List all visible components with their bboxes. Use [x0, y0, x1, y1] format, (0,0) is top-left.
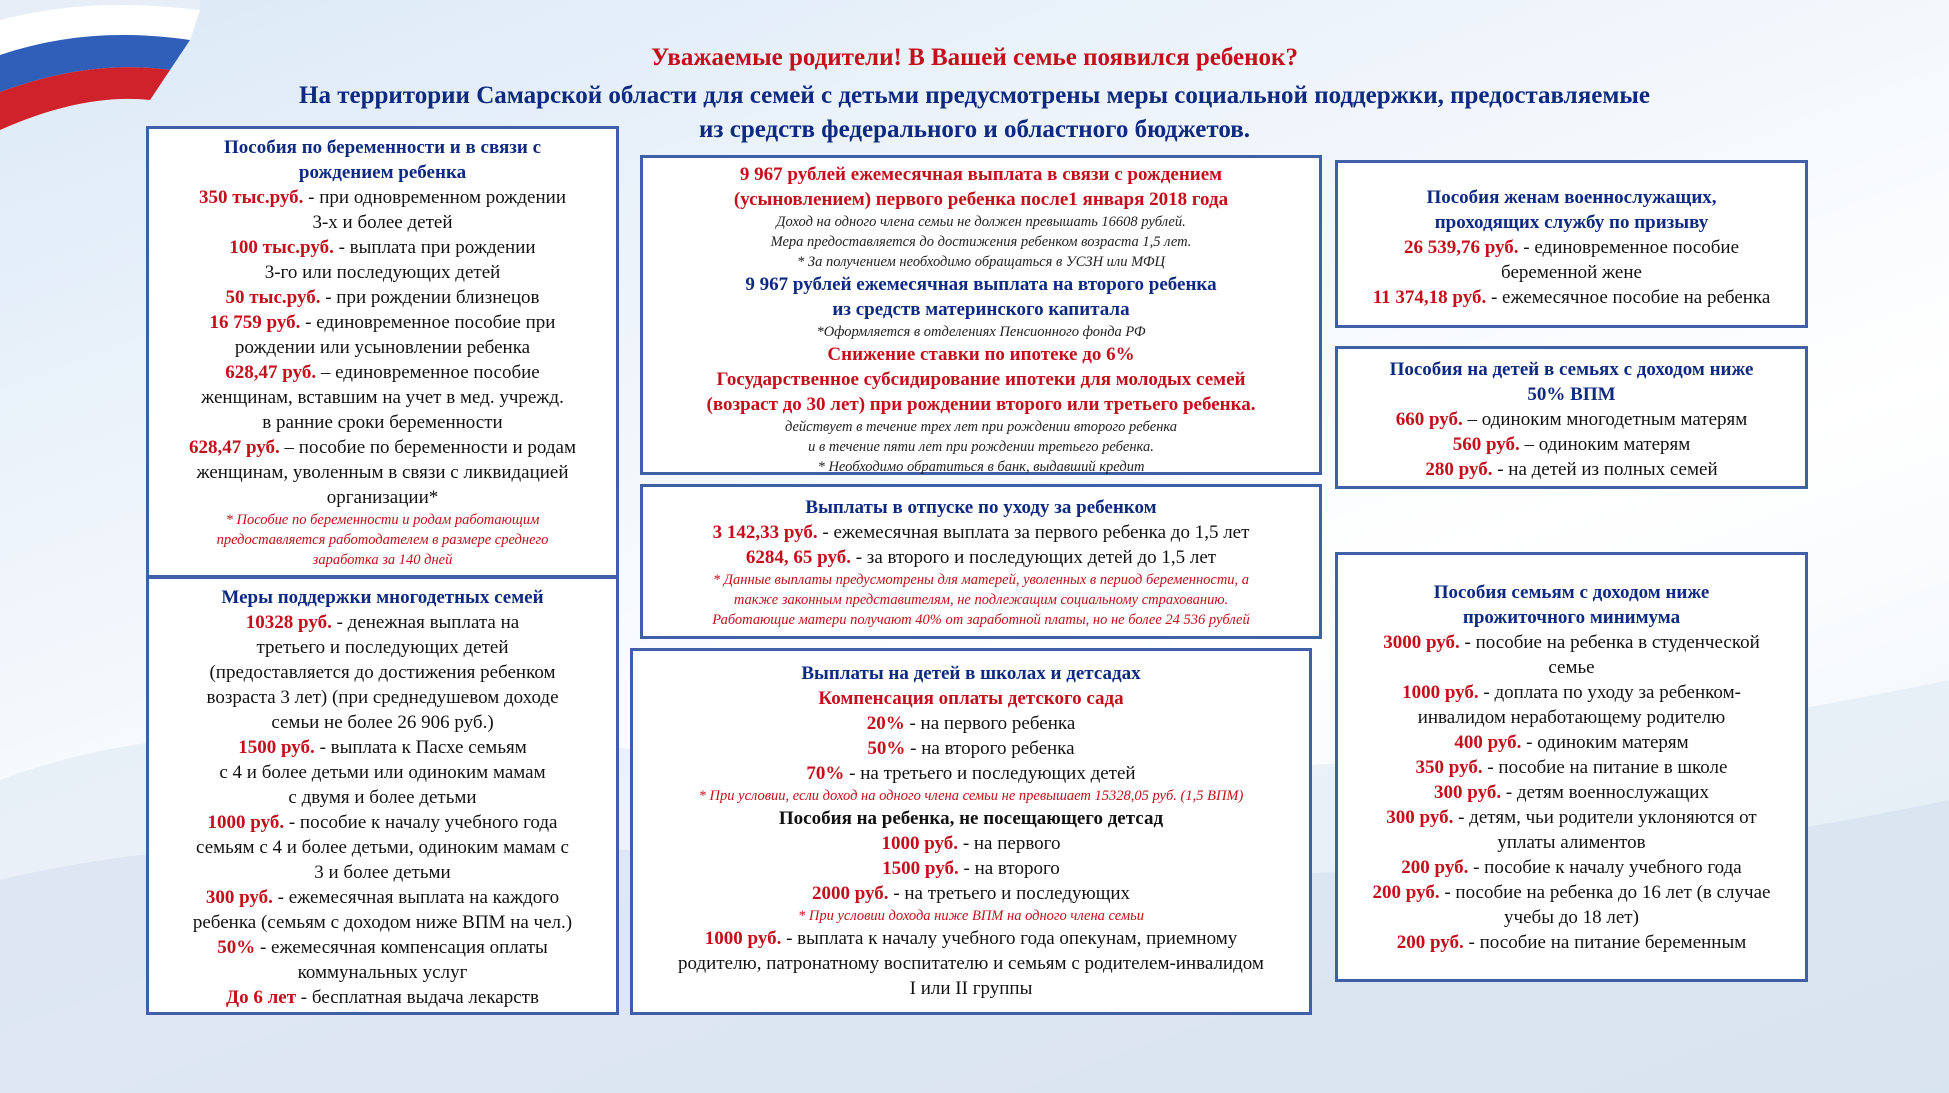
amount: 2000 руб. [811, 883, 889, 904]
amount: 1000 руб. [1402, 682, 1479, 703]
panel-subheading: Компенсация оплаты детского сада [818, 688, 1124, 709]
panel-heading: Пособия женам военнослужащих, [1426, 187, 1717, 208]
list-item-cont: (предоставляется до достижения ребенком [209, 662, 556, 683]
list-item: 3 142,33 руб. - ежемесячная выплата за первого ребенка до 1,5 лет [712, 522, 1250, 543]
list-item-cont: возраста 3 лет) (при среднедушевом доходе [206, 687, 559, 708]
list-item-cont: организации* [326, 487, 439, 508]
list-item: 400 руб. - одиноким матерям [1454, 732, 1689, 753]
list-item: 300 руб. - детям военнослужащих [1434, 782, 1709, 803]
panel-heading: 50% ВПМ [1527, 384, 1616, 405]
list-item: 200 руб. - пособие на питание беременным [1396, 932, 1747, 953]
list-item-cont: третьего и последующих детей [256, 637, 509, 658]
footnote: * При условии дохода ниже ВПМ на одного члена семьи [798, 908, 1144, 924]
list-item: 16 759 руб. - единовременное пособие при [209, 312, 556, 333]
panel-heading: Пособия по беременности и в связи с [224, 137, 541, 158]
list-item: 50% - ежемесячная компенсация оплаты [217, 937, 548, 958]
list-item: 50 тыс.руб. - при рождении близнецов [225, 287, 540, 308]
list-item: До 6 лет - бесплатная выдача лекарств [226, 987, 539, 1008]
list-item: 10328 руб. - денежная выплата на [245, 612, 520, 633]
footnote: Доход на одного члена семьи не должен превышать 16608 рублей. [776, 214, 1186, 230]
list-item: 350 руб. - пособие на питание в школе [1415, 757, 1728, 778]
list-item-cont: с 4 и более детьми или одиноким мамам [219, 762, 546, 783]
list-item-cont: женщинам, уволенным в связи с ликвидацией [196, 462, 569, 483]
military-wives-panel [1335, 160, 1808, 328]
panel-subheading: Пособия на ребенка, не посещающего детсад [778, 808, 1164, 829]
footnote: действует в течение трех лет при рождении второго ребенка [784, 419, 1178, 435]
amount: 3 142,33 руб. [712, 522, 818, 543]
amount: 10328 руб. [245, 612, 332, 633]
panel-heading: Пособия на детей в семьях с доходом ниже [1389, 359, 1754, 380]
list-item-cont: семье [1548, 657, 1595, 678]
panel-heading: Снижение ставки по ипотеке до 6% [827, 344, 1135, 365]
list-item: 1000 руб. - доплата по уходу за ребенком- [1402, 682, 1741, 703]
footnote: и в течение пяти лет при рождении третьего ребенка. [808, 439, 1154, 455]
list-item-cont: ребенка (семьям с доходом ниже ВПМ на чел.) [192, 912, 573, 933]
amount: 660 руб. [1395, 409, 1463, 430]
panel-heading: 9 967 рублей ежемесячная выплата в связи с рождением [739, 164, 1223, 185]
list-item: 2000 руб. - на третьего и последующих [811, 883, 1130, 904]
panel-heading: Выплаты в отпуске по уходу за ребенком [805, 497, 1157, 518]
amount: 6284, 65 руб. [745, 547, 851, 568]
list-item-cont: 3 и более детьми [314, 862, 451, 883]
list-item-cont: уплаты алиментов [1497, 832, 1646, 853]
amount: 280 руб. [1425, 459, 1493, 480]
list-item-cont: женщинам, вставшим на учет в мед. учрежд. [201, 387, 564, 408]
list-item-cont: родителю, патронатному воспитателю и семьям с родителем-инвалидом [678, 953, 1264, 974]
list-item: 20% - на первого ребенка [866, 713, 1076, 734]
low-income-50-panel [1335, 346, 1808, 489]
list-item: 300 руб. - детям, чьи родители уклоняются от [1386, 807, 1757, 828]
panel-heading: (возраст до 30 лет) при рождении второго или третьего ребенка. [706, 394, 1256, 415]
panel-heading: из средств материнского капитала [832, 299, 1130, 320]
footnote: * За получением необходимо обращаться в УСЗН или МФЦ [797, 254, 1165, 270]
panel-heading: Выплаты на детей в школах и детсадах [801, 663, 1141, 684]
list-item: 660 руб. – одиноким многодетным матерям [1395, 409, 1748, 430]
list-item: 200 руб. - пособие на ребенка до 16 лет (в случае [1372, 882, 1771, 903]
amount: 3000 руб. [1383, 632, 1460, 653]
list-item: 3000 руб. - пособие на ребенка в студенческой [1383, 632, 1760, 653]
amount: 50% [867, 738, 906, 759]
list-item: 1000 руб. - на первого [881, 833, 1061, 854]
amount: 16 759 руб. [209, 312, 301, 333]
list-item-cont: в ранние сроки беременности [262, 412, 503, 433]
amount: 200 руб. [1396, 932, 1464, 953]
panel-heading: прожиточного минимума [1462, 607, 1681, 628]
footnote: *Оформляется в отделениях Пенсионного фонда РФ [816, 324, 1146, 340]
panel-heading: 9 967 рублей ежемесячная выплата на второго ребенка [745, 274, 1217, 295]
amount: 300 руб. [205, 887, 273, 908]
subsistence-minimum-panel [1335, 552, 1808, 982]
amount: 560 руб. [1452, 434, 1520, 455]
amount: 70% [806, 763, 845, 784]
page-title: Уважаемые родители! В Вашей семье появился ребенок? [651, 44, 1298, 71]
list-item-cont: I или II группы [909, 978, 1033, 999]
panel-heading: (усыновлением) первого ребенка после1 января 2018 года [733, 189, 1229, 210]
footnote: Мера предоставляется до достижения ребенком возраста 1,5 лет. [770, 234, 1192, 250]
list-item: 300 руб. - ежемесячная выплата на каждого [205, 887, 560, 908]
list-item: 6284, 65 руб. - за второго и последующих детей до 1,5 лет [745, 547, 1217, 568]
list-item: 70% - на третьего и последующих детей [806, 763, 1136, 784]
list-item-cont: рождении или усыновлении ребенка [234, 337, 531, 358]
amount: 200 руб. [1372, 882, 1440, 903]
amount: 50% [217, 937, 256, 958]
page-subtitle-line-1: На территории Самарской области для семей с детьми предусмотрены меры социальной поддержки, предоставляемые [299, 82, 1650, 109]
footnote: * При условии, если доход на одного члена семьи не превышает 15328,05 руб. (1,5 ВПМ) [698, 788, 1244, 804]
amount: 1000 руб. [704, 928, 782, 949]
list-item: 200 руб. - пособие к началу учебного года [1401, 857, 1742, 878]
panel-heading: проходящих службу по призыву [1434, 212, 1709, 233]
amount: 300 руб. [1434, 782, 1502, 803]
list-item: 280 руб. - на детей из полных семей [1425, 459, 1718, 480]
amount: 350 тыс.руб. [199, 187, 304, 208]
footnote: * Пособие по беременности и родам работающим [225, 512, 540, 528]
list-item: 560 руб. – одиноким матерям [1452, 434, 1691, 455]
amount: 1000 руб. [881, 833, 959, 854]
amount: 11 374,18 руб. [1372, 287, 1487, 308]
panel-heading: Государственное субсидирование ипотеки для молодых семей [716, 369, 1246, 390]
list-item: 1500 руб. - на второго [882, 858, 1060, 879]
amount: 628,47 руб. [188, 437, 280, 458]
amount: 50 тыс.руб. [225, 287, 321, 308]
footnote: * Необходимо обратиться в банк, выдавший кредит [817, 459, 1145, 475]
page-subtitle-line-2: из средств федерального и областного бюджетов. [699, 116, 1250, 143]
list-item-cont: коммунальных услуг [297, 962, 468, 983]
panel-heading: Меры поддержки многодетных семей [221, 587, 544, 608]
amount: 350 руб. [1415, 757, 1483, 778]
amount: 1000 руб. [207, 812, 285, 833]
list-item-cont: инвалидом неработающему родителю [1417, 707, 1726, 728]
list-item-cont: 3-х и более детей [312, 212, 453, 233]
list-item-cont: беременной жене [1501, 262, 1642, 283]
list-item-cont: учебы до 18 лет) [1504, 907, 1639, 928]
first-child-payment-panel [640, 155, 1322, 475]
amount: 200 руб. [1401, 857, 1469, 878]
footnote: Работающие матери получают 40% от заработной платы, но не более 24 536 рублей [712, 612, 1250, 628]
amount: 300 руб. [1386, 807, 1454, 828]
large-family-support-panel [146, 576, 619, 1015]
amount: 20% [866, 713, 905, 734]
amount: 1500 руб. [238, 737, 315, 758]
amount: 400 руб. [1454, 732, 1522, 753]
amount: 100 тыс.руб. [229, 237, 334, 258]
list-item-cont: с двумя и более детьми [288, 787, 477, 808]
pregnancy-benefits-panel [146, 126, 619, 578]
list-item-cont: 3-го или последующих детей [264, 262, 501, 283]
amount: До 6 лет [226, 987, 297, 1008]
list-item: 26 539,76 руб. - единовременное пособие [1403, 237, 1740, 258]
panel-heading: Пособия семьям с доходом ниже [1433, 582, 1710, 603]
list-item: 11 374,18 руб. - ежемесячное пособие на ребенка [1372, 287, 1771, 308]
list-item: 1000 руб. - пособие к началу учебного года [207, 812, 558, 833]
list-item: 628,47 руб. – пособие по беременности и родам [188, 437, 577, 458]
amount: 1500 руб. [882, 858, 959, 879]
list-item: 1500 руб. - выплата к Пасхе семьям [238, 737, 527, 758]
list-item: 50% - на второго ребенка [867, 738, 1075, 759]
amount: 628,47 руб. [225, 362, 317, 383]
footnote: предоставляется работодателем в размере среднего [216, 532, 549, 548]
list-item-cont: семьи не более 26 906 руб.) [271, 712, 494, 733]
childcare-leave-panel [640, 484, 1322, 639]
list-item: 100 тыс.руб. - выплата при рождении [229, 237, 536, 258]
list-item: 350 тыс.руб. - при одновременном рождении [199, 187, 566, 208]
list-item: 1000 руб. - выплата к началу учебного года опекунам, приемному [704, 928, 1238, 949]
list-item: 628,47 руб. – единовременное пособие [225, 362, 540, 383]
panel-heading: рождением ребенка [298, 162, 467, 183]
list-item-cont: семьям с 4 и более детьми, одиноким мамам с [196, 837, 569, 858]
footnote: * Данные выплаты предусмотрены для матерей, уволенных в период беременности, а [712, 572, 1250, 588]
footnote: также законным представителям, не подлежащим социальному страхованию. [733, 592, 1229, 608]
schools-kindergartens-panel [630, 648, 1312, 1015]
footnote: заработка за 140 дней [312, 552, 453, 568]
amount: 26 539,76 руб. [1403, 237, 1519, 258]
